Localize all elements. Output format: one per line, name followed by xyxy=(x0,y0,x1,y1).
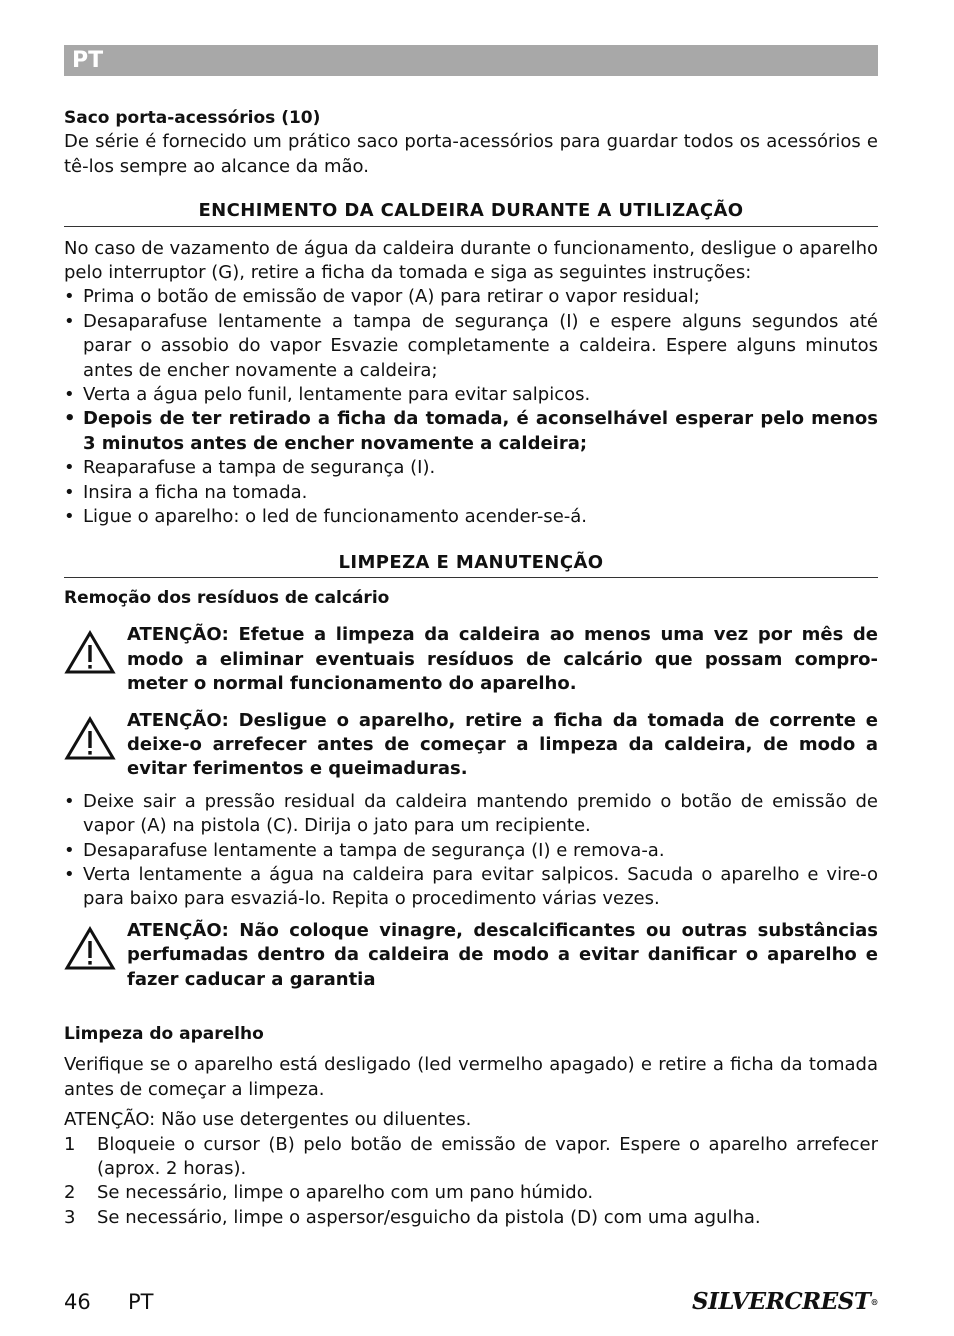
brand-logo xyxy=(692,1290,878,1314)
list-item xyxy=(64,1181,878,1205)
device-cleaning-warning: ATENÇÃO: Não use detergentes ou diluentes. xyxy=(64,1109,472,1131)
bag-section-title: Saco porta-acessórios (10) xyxy=(64,108,321,128)
list-item: • Desaparafuse lentamente a tampa de segurança (I) e remova-a. xyxy=(64,839,878,863)
step-number: 2 xyxy=(64,1182,76,1204)
device-cleaning-subtitle: Limpeza do aparelho xyxy=(64,1024,264,1044)
step-number: 1 xyxy=(64,1133,76,1155)
language-header-bar xyxy=(64,45,878,76)
page-content xyxy=(64,106,878,1230)
list-item: • Deixe sair a pressão residual da caldeira mantendo premido o botão de emissão de vapor (A) na pistola (C). Dirija o jato para um recipiente. xyxy=(64,790,878,839)
step-text: Se necessário, limpe o aparelho com um pano húmido. xyxy=(97,1182,594,1204)
filling-section-title: ENCHIMENTO DA CALDEIRA DURANTE A UTILIZAÇÃO xyxy=(64,199,878,226)
step-number: 3 xyxy=(64,1206,76,1228)
warning-triangle-icon xyxy=(64,629,116,675)
footer-language: PT xyxy=(128,1290,154,1314)
warning-triangle-icon xyxy=(64,715,116,761)
list-item-emphasis: • Depois de ter retirado a ficha da tomada, é aconselhável esperar pelo menos 3 minutos antes de encher novamente a caldeira; xyxy=(64,407,878,456)
bag-section-text: De série é fornecido um prático saco porta-acessórios para guardar todos os acessórios e tê-los sempre ao alcance da mão. xyxy=(64,131,878,177)
warning-block xyxy=(64,623,878,696)
list-item: • Prima o botão de emissão de vapor (A) para retirar o vapor residual; xyxy=(64,285,878,309)
step-text: Se necessário, limpe o aspersor/esguicho da pistola (D) com uma agulha. xyxy=(97,1206,761,1228)
list-item: • Reaparafuse a tampa de segurança (I). xyxy=(64,456,878,480)
warning-triangle-icon xyxy=(64,925,116,971)
page-number: 46 xyxy=(64,1290,91,1314)
list-item: • Verta a água pelo funil, lentamente para evitar salpicos. xyxy=(64,383,878,407)
warning-text: ATENÇÃO: Desligue o aparelho, retire a ficha da tomada de corrente e deixe-o arrefecer antes de começar a limpeza da caldeira, de modo a evitar ferimentos e queimaduras. xyxy=(127,709,878,780)
warning-text: ATENÇÃO: Efetue a limpeza da caldeira ao menos uma vez por mês de modo a eliminar eventuais resíduos de calcário que possam compro-meter o normal funcionamento do aparelho. xyxy=(127,624,878,695)
list-item: • Desaparafuse lentamente a tampa de segurança (I) e espere alguns segundos até parar o assobio do vapor Esvazie completamente a caldeira. Espere alguns minutos antes de encher novamente a caldeira; xyxy=(64,310,878,383)
brand-name: SILVERCREST xyxy=(692,1288,871,1315)
filling-bullet-list xyxy=(64,285,878,529)
list-item: • Insira a ficha na tomada. xyxy=(64,481,878,505)
device-cleaning-steps xyxy=(64,1133,878,1231)
list-item xyxy=(64,1133,878,1182)
descaling-subtitle: Remoção dos resíduos de calcário xyxy=(64,587,390,608)
device-cleaning-text: Verifique se o aparelho está desligado (led vermelho apagado) e retire a ficha da tomada antes de começar a limpeza. xyxy=(64,1054,878,1100)
filling-intro: No caso de vazamento de água da caldeira durante o funcionamento, desligue o aparelho pelo interruptor (G), retire a ficha da tomada e siga as seguintes instruções: xyxy=(64,237,878,284)
step-text: Bloqueie o cursor (B) pelo botão de emissão de vapor. Espere o aparelho arrefecer (aprox. 2 horas). xyxy=(97,1133,878,1180)
warning-block xyxy=(64,919,878,992)
registered-mark: ® xyxy=(870,1297,878,1307)
list-item xyxy=(64,1206,878,1230)
list-item: • Ligue o aparelho: o led de funcionamento acender-se-á. xyxy=(64,505,878,529)
descaling-bullet-list xyxy=(64,790,878,912)
language-label: PT xyxy=(72,48,104,73)
cleaning-section-title: LIMPEZA E MANUTENÇÃO xyxy=(64,551,878,578)
list-item: • Verta lentamente a água na caldeira para evitar salpicos. Sacuda o aparelho e vire-o para baixo para esvaziá-lo. Repita o procedimento várias vezes. xyxy=(64,863,878,912)
warning-block xyxy=(64,709,878,782)
warning-text: ATENÇÃO: Não coloque vinagre, descalcificantes ou outras substâncias perfumadas dentro da caldeira de modo a evitar danificar o aparelho e fazer caducar a garantia xyxy=(127,919,878,990)
